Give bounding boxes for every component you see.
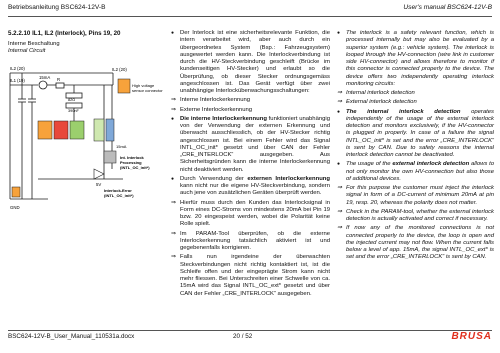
page-footer (8, 333, 492, 345)
step-en-1: ⇒ For this purpose the customer must inject the interlock signal in form of a DC-current of minimum 20mA at pin 19, resp. 20, whereas the polarity does not matter. (346, 185, 494, 207)
label-390nf: 390nF (68, 109, 79, 114)
label-15ma: 15mA (39, 75, 51, 81)
label-il2: IL2 (20) (10, 66, 25, 72)
label-r: R (57, 77, 61, 83)
label-hv-2: sensor connector (132, 88, 163, 94)
step-en-3: ⇒ If now any of the monitored connections is not connected properly to the device, the loop is open and the injected current may not flow. When the current falls below a level of app. 15mA, the signal INTL_OC_ext* is set and the error „CRE_INTERLOCK“ is sent by CAN. (346, 225, 494, 261)
label-il1: IL1 (19) (10, 78, 25, 84)
bullet-en-internal: ⇒ Internal interlock detection (346, 90, 494, 97)
label-err-2: (INTL_OC_init*) (104, 193, 134, 199)
internal-circuit-diagram (8, 59, 166, 224)
para-en-1: ● The interlock is a safety relevant function, which is processed internally but may also be evaluated by a superior system (e.g.: vehicle system). The interlock is looped through the HV-connection (wire link in customer side HV-connector) and allows therefore to monitor if this connector is connected properly to the device. The device offers two independently operating interlock monitoring circuits: (346, 30, 494, 88)
header-left: Betriebsanleitung BSC624-12V-B (8, 4, 106, 11)
label-int-3: (INTL_OC_init*) (120, 165, 150, 171)
para-en-3: ● The usage of the external interlock detection allows to not only monitor the own HV-connection but also those of additional devices. (346, 161, 494, 183)
circuit-svg (8, 59, 166, 224)
footer-rule (8, 330, 492, 331)
middle-column-german (170, 30, 330, 300)
step-de-1: ⇒ Hierfür muss durch den Kunden das Interlocksignal in Form eines DC-Stroms von mindestens 20mA bei Pin 19 bzw. 20 eingespeist werden, wobei die Polarität keine Rolle spielt. (180, 200, 330, 229)
label-il2-right: IL2 (20) (112, 67, 127, 73)
label-5v: 5V (96, 182, 102, 188)
para-en-2: ● The internal interlock detection operates independently of the usage of the external interlock detection and monitors exclusively, if the HV-connector is plugged in properly. In case of a failure the signal INTL_OC_init* is set and the error „CRE_INTERLOCK“ is sent by CAN. Due to safety reasons the internal interlock detection cannot be deactivated. (346, 109, 494, 160)
bullet-en-external: ⇒ External interlock detection (346, 99, 494, 106)
step-de-2: ⇒ Im PARAM-Tool überprüfen, ob die externe Interlockerkennung tatsächlich aktiviert ist und gegebenenfalls korrigieren. (180, 231, 330, 253)
section-title: 5.2.2.10 IL1, IL2 (Interlock), Pins 19, 20 (8, 30, 121, 37)
left-column (8, 30, 170, 224)
page-number: 20 / 52 (233, 333, 253, 340)
page-header (8, 4, 492, 16)
header-right: User's manual BSC624-12V-B (403, 4, 492, 11)
subtitle-de: Interne Beschaltung (8, 41, 60, 48)
label-82ohm: 82Ω (68, 98, 76, 103)
right-column-english (336, 30, 494, 264)
subtitle-en: Internal Circuit (8, 48, 46, 55)
bullet-de-external: ⇒ Externe Interlockerkennung (180, 107, 330, 114)
label-err-1: Interlock-Error (104, 188, 132, 194)
para-de-1: ● Der Interlock ist eine sicherheitsrelevante Funktion, die intern verarbeitet wird, aber auch durch ein übergeordnetes System (Bsp.: Fahrzeugsystem) ausgewertet werden kann. Die Interlockverbindung ist durch die HV-Steckverbindung geschleift (Brücke im kundenseitigen HV-Stecker) und erlaubt so die Überprüfung, ob dieser Stecker ordnungsgemäss angeschlossen ist. Das Gerät verfügt über zwei unabhängige Interlocküberwachungsschaltungen: (180, 30, 330, 95)
label-gnd: GND (10, 205, 20, 211)
bullet-de-internal: ⇒ Interne Interlockerkennung (180, 97, 330, 104)
para-de-3: ● Durch Verwendung der externen Interlockerkennung kann nicht nur die eigene HV-Steckverbindung, sondern auch jene von zusätzlichen Geräten überprüft werden. (180, 176, 330, 198)
brusa-logo: BRUSA (451, 331, 492, 342)
step-en-2: ⇒ Check in the PARAM-tool, whether the external interlock detection is actually activated and correct if necessary. (346, 209, 494, 224)
footer-filename: BSC624-12V-B_User_Manual_110531a.docx (8, 333, 135, 340)
step-de-3: ⇒ Falls nun irgendeine der überwachten Steckverbindungen nicht richtig kontaktiert ist, ist die Schleife offen und der eingeprägte Strom kann nicht mehr fliessen. Bei Unterschreiten einer Schwelle von ca. 15mA wird das Signal INTL_OC_ext* gesetzt und über CAN der Fehler „CRE_INTERLOCK“ ausgegeben. (180, 254, 330, 298)
header-rule (8, 16, 492, 17)
label-int-1: Int. Interlock (120, 155, 144, 161)
label-int-2: Processing (120, 160, 142, 166)
label-hv-1: High voltage (132, 83, 155, 89)
label-15ma-b: 15mA (116, 144, 127, 150)
para-de-2: ● Die interne Interlockerkennung funktioniert unabhängig von der Verwendung der externen Erkennung und überwacht ausschliesslich, ob der HV-Stecker richtig angeschlossen ist. Bei einem Fehler wird das Signal INTL_OC_init* gesetzt und über CAN der Fehler „CRE_INTERLOCK“ ausgegeben. Aus Sicherheitsgründen kann die interne Interlockerkennung nicht deaktiviert werden. (180, 116, 330, 174)
